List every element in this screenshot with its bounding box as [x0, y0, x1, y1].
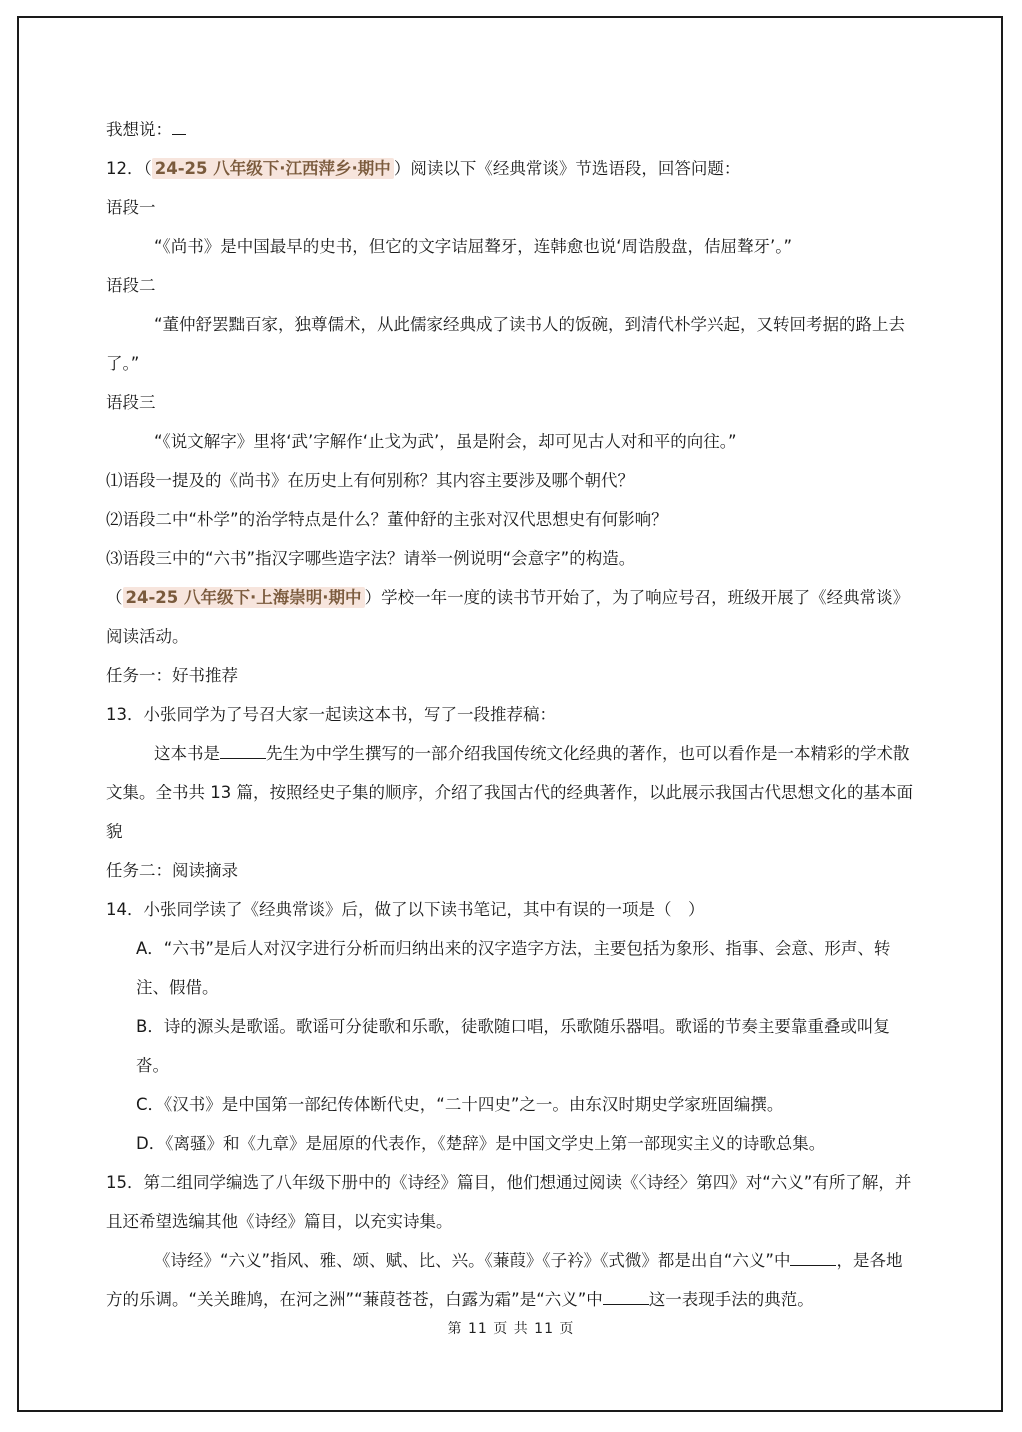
q14-option-d: D．《离骚》和《九章》是屈原的代表作，《楚辞》是中国文学史上第一部现实主义的诗歌总集。	[136, 1134, 826, 1153]
question-15: 15．第二组同学编选了八年级下册中的《诗经》篇目，他们想通过阅读《〈诗经〉第四》对“六义”有所了解，并且还希望选编其他《诗经》篇目，以充实诗集。	[106, 1173, 912, 1231]
document-body	[106, 110, 918, 1319]
activity-intro-text: ）学校一年一度的读书节开始了，为了响应号召，班级开展了《经典常谈》阅读活动。	[106, 588, 910, 646]
task-1-heading: 任务一：好书推荐	[106, 666, 238, 685]
question-14: 14．小张同学读了《经典常谈》后，做了以下读书笔记，其中有误的一项是（ ）	[106, 900, 705, 919]
q15-text-part-3: 这一表现手法的典范。	[648, 1290, 814, 1309]
answer-prompt	[106, 110, 918, 149]
answer-prompt-text: 我想说：	[106, 120, 172, 139]
section-1-text: “《尚书》是中国最早的史书，但它的文字诘屈聱牙，连韩愈也说‘周诰殷盘，佶屈聱牙’。”	[154, 237, 793, 256]
q13-text-part-2: 先生为中学生撰写的一部介绍我国传统文化经典的著作，也可以看作是一本精彩的学术散文集。全书共 13 篇，按照经史子集的顺序，介绍了我国古代的经典著作，以此展示我国古代思想文化的基本面貌	[106, 744, 913, 841]
reading-activity-intro	[106, 578, 918, 656]
section-3-title: 语段三	[106, 393, 156, 412]
q15-blank-1	[790, 1247, 836, 1266]
q13-blank	[220, 740, 266, 759]
section-3-text: “《说文解字》里将‘武’字解作‘止戈为武’，虽是附会，却可见古人对和平的向往。”	[154, 432, 737, 451]
q12-number: 12．（	[106, 159, 152, 178]
q15-text-part-1: 《诗经》“六义”指风、雅、颂、赋、比、兴。《蒹葭》《子衿》《式微》都是出自“六义”中	[154, 1251, 791, 1270]
q15-text-part-2: ，是各地方的乐调。“关关雎鸠，在河之洲”“蒹葭苍苍，白露为霜”是“六义”中	[106, 1251, 903, 1309]
q14-option-a: A．“六书”是后人对汉字进行分析而归纳出来的汉字造字方法，主要包括为象形、指事、会意、形声、转注、假借。	[136, 939, 891, 997]
question-13: 13．小张同学为了号召大家一起读这本书，写了一段推荐稿：	[106, 705, 556, 724]
intro-open-paren: （	[106, 588, 123, 607]
q12-sub-3: ⑶语段三中的“六书”指汉字哪些造字法？请举一例说明“会意字”的构造。	[106, 549, 636, 568]
question-12	[106, 149, 918, 188]
q15-paragraph	[106, 1241, 918, 1319]
q13-recommendation	[106, 734, 918, 851]
section-2-title: 语段二	[106, 276, 156, 295]
page-number: 第 11 页 共 11 页	[447, 1321, 575, 1337]
section-2-text: “董仲舒罢黜百家，独尊儒术，从此儒家经典成了读书人的饭碗，到清代朴学兴起，又转回考据的路上去了。”	[106, 315, 906, 373]
q15-blank-2	[603, 1286, 649, 1305]
activity-source-tag: 24-25 八年级下·上海崇明·期中	[123, 587, 365, 608]
task-2-heading: 任务二：阅读摘录	[106, 861, 238, 880]
q12-sub-2: ⑵语段二中“朴学”的治学特点是什么？董仲舒的主张对汉代思想史有何影响？	[106, 510, 668, 529]
q12-stem: ）阅读以下《经典常谈》节选语段，回答问题：	[393, 159, 741, 178]
section-1-title: 语段一	[106, 198, 156, 217]
q12-source-tag: 24-25 八年级下·江西萍乡·期中	[152, 158, 394, 179]
answer-blank	[172, 116, 186, 135]
q13-text-part-1: 这本书是	[154, 744, 220, 763]
q14-option-b: B．诗的源头是歌谣。歌谣可分徒歌和乐歌，徒歌随口唱，乐歌随乐器唱。歌谣的节奏主要靠重叠或叫复沓。	[136, 1017, 890, 1075]
q12-sub-1: ⑴语段一提及的《尚书》在历史上有何别称？其内容主要涉及哪个朝代？	[106, 471, 634, 490]
q14-option-c: C．《汉书》是中国第一部纪传体断代史，“二十四史”之一。由东汉时期史学家班固编撰。	[136, 1095, 784, 1114]
